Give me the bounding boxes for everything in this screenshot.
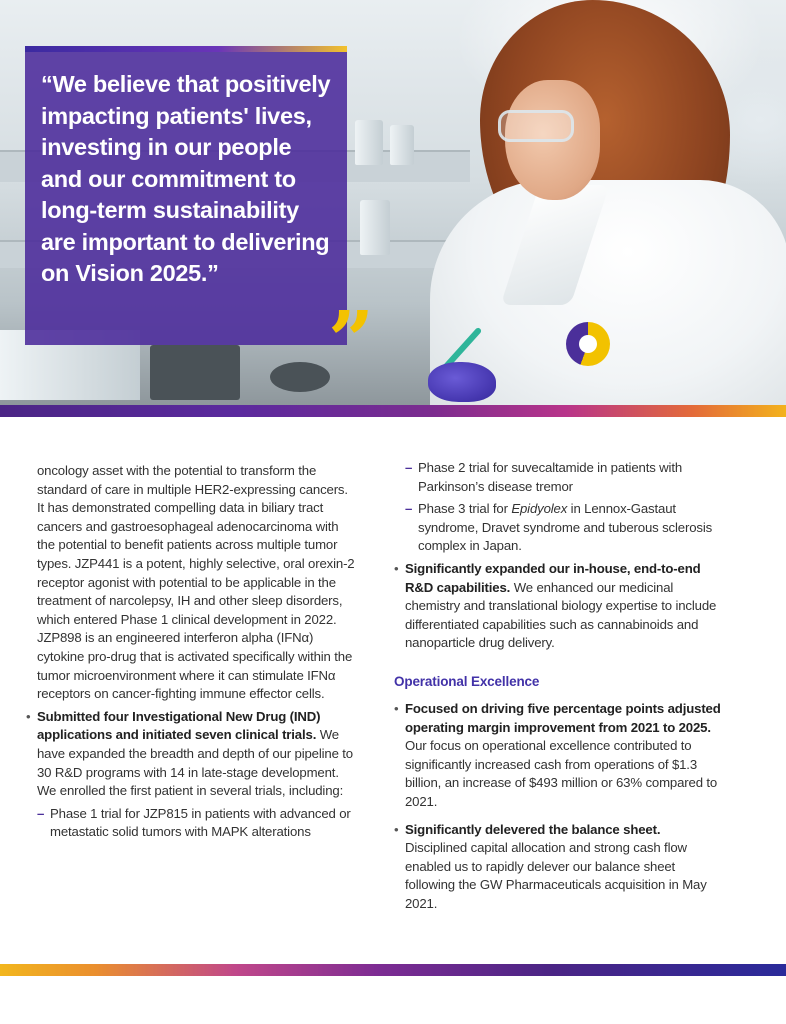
bullet-operating-margin	[394, 700, 724, 812]
bullet-heading: Significantly delevered the balance sheet.	[405, 821, 661, 837]
sub-item-text: Phase 2 trial for suvecaltamide in patients with Parkinson’s disease tremor	[418, 460, 683, 494]
bullet-icon: •	[26, 708, 31, 724]
lab-equipment	[150, 345, 240, 400]
section-heading: Operational Excellence	[394, 673, 540, 689]
bullet-body: Disciplined capital allocation and strong cash flow enabled us to rapidly delever our balance sheet following the GW Pharmaceuticals acquisition in May 2021.	[405, 840, 707, 911]
bullet-icon: •	[394, 821, 399, 837]
footer-gradient-bar	[0, 964, 786, 976]
lab-bottle	[360, 200, 390, 255]
bullet-body: We enhanced our medicinal chemistry and translational biology expertise to include differentiated capabilities such as cannabinoids and nanoparticle drug delivery.	[405, 579, 717, 651]
bullet-heading: Significantly expanded our in-house, end-to-end R&D capabilities.	[405, 560, 701, 595]
safety-goggles	[498, 110, 574, 142]
bullet-body: Our focus on operational excellence contributed to significantly increased cash from operations of $1.3 billion, an increase of $493 million or 63% compared to 2021.	[405, 738, 718, 809]
bullet-body: We have expanded the breadth and depth of our pipeline to 30 R&D programs with 14 in late-stage development. We enrolled the first patient in several trials, including:	[37, 727, 353, 799]
hero-photo	[0, 0, 786, 405]
pull-quote-text: “We believe that positively impacting patients' lives, investing in our people and our commitment to long-term sustainability are important to delivering on Vision 2025.”	[41, 71, 331, 286]
bullet-heading: Submitted four Investigational New Drug (IND) applications and initiated seven clinical trials.	[37, 708, 321, 743]
drug-name: Epidyolex	[511, 501, 568, 517]
bullet-balance-sheet	[394, 821, 724, 914]
dash-icon: –	[405, 460, 413, 475]
dash-icon: –	[405, 501, 413, 517]
sub-item-suvecaltamide	[394, 459, 724, 496]
sub-item-epidyolex	[394, 500, 724, 556]
dash-icon: –	[37, 805, 45, 821]
company-logo-icon	[566, 322, 610, 366]
bullet-ind-applications	[26, 708, 356, 801]
bullet-icon: •	[394, 700, 399, 716]
left-column	[26, 462, 356, 842]
sub-item-jzp815	[26, 805, 356, 842]
sub-item-text-prefix: Phase 3 trial for	[418, 501, 512, 517]
right-column	[394, 459, 724, 913]
pull-quote-box	[25, 52, 347, 345]
bullet-icon: •	[394, 560, 399, 576]
intro-paragraph: oncology asset with the potential to transform the standard of care in multiple HER2-expressing cancers. It has demonstrated compelling data in biliary tract cancers and gastroesophageal adenocarcinoma with the potential to benefit patients across multiple tumor types. JZP441 is a potent, highly selective, oral orexin-2 receptor agonist with potential to be applicable in the treatment of narcolepsy, IH and other sleep disorders, which entered Phase 1 clinical development in 2022. JZP898 is an engineered interferon alpha (IFNα) cytokine pro-drug that is activated specifically within the tumor microenvironment where it can stimulate IFNα receptors on cancer-fighting immune effector cells.	[37, 463, 355, 702]
hero-gradient-bar	[0, 405, 786, 417]
lab-equipment	[270, 362, 330, 392]
sub-item-text-suffix: in Lennox-Gastaut syndrome, Dravet syndrome and tuberous sclerosis complex in Japan.	[418, 501, 713, 554]
gloved-hand	[428, 362, 496, 402]
bullet-rd-capabilities	[394, 560, 724, 653]
lab-bottle	[355, 120, 383, 165]
sub-item-text: Phase 1 trial for JZP815 in patients with advanced or metastatic solid tumors with MAPK alterations	[50, 805, 351, 840]
bullet-heading: Focused on driving five percentage points adjusted operating margin improvement from 2021 to 2025.	[405, 700, 721, 735]
closing-quote-mark-icon: ”	[328, 293, 375, 387]
lab-bottle	[390, 125, 414, 165]
